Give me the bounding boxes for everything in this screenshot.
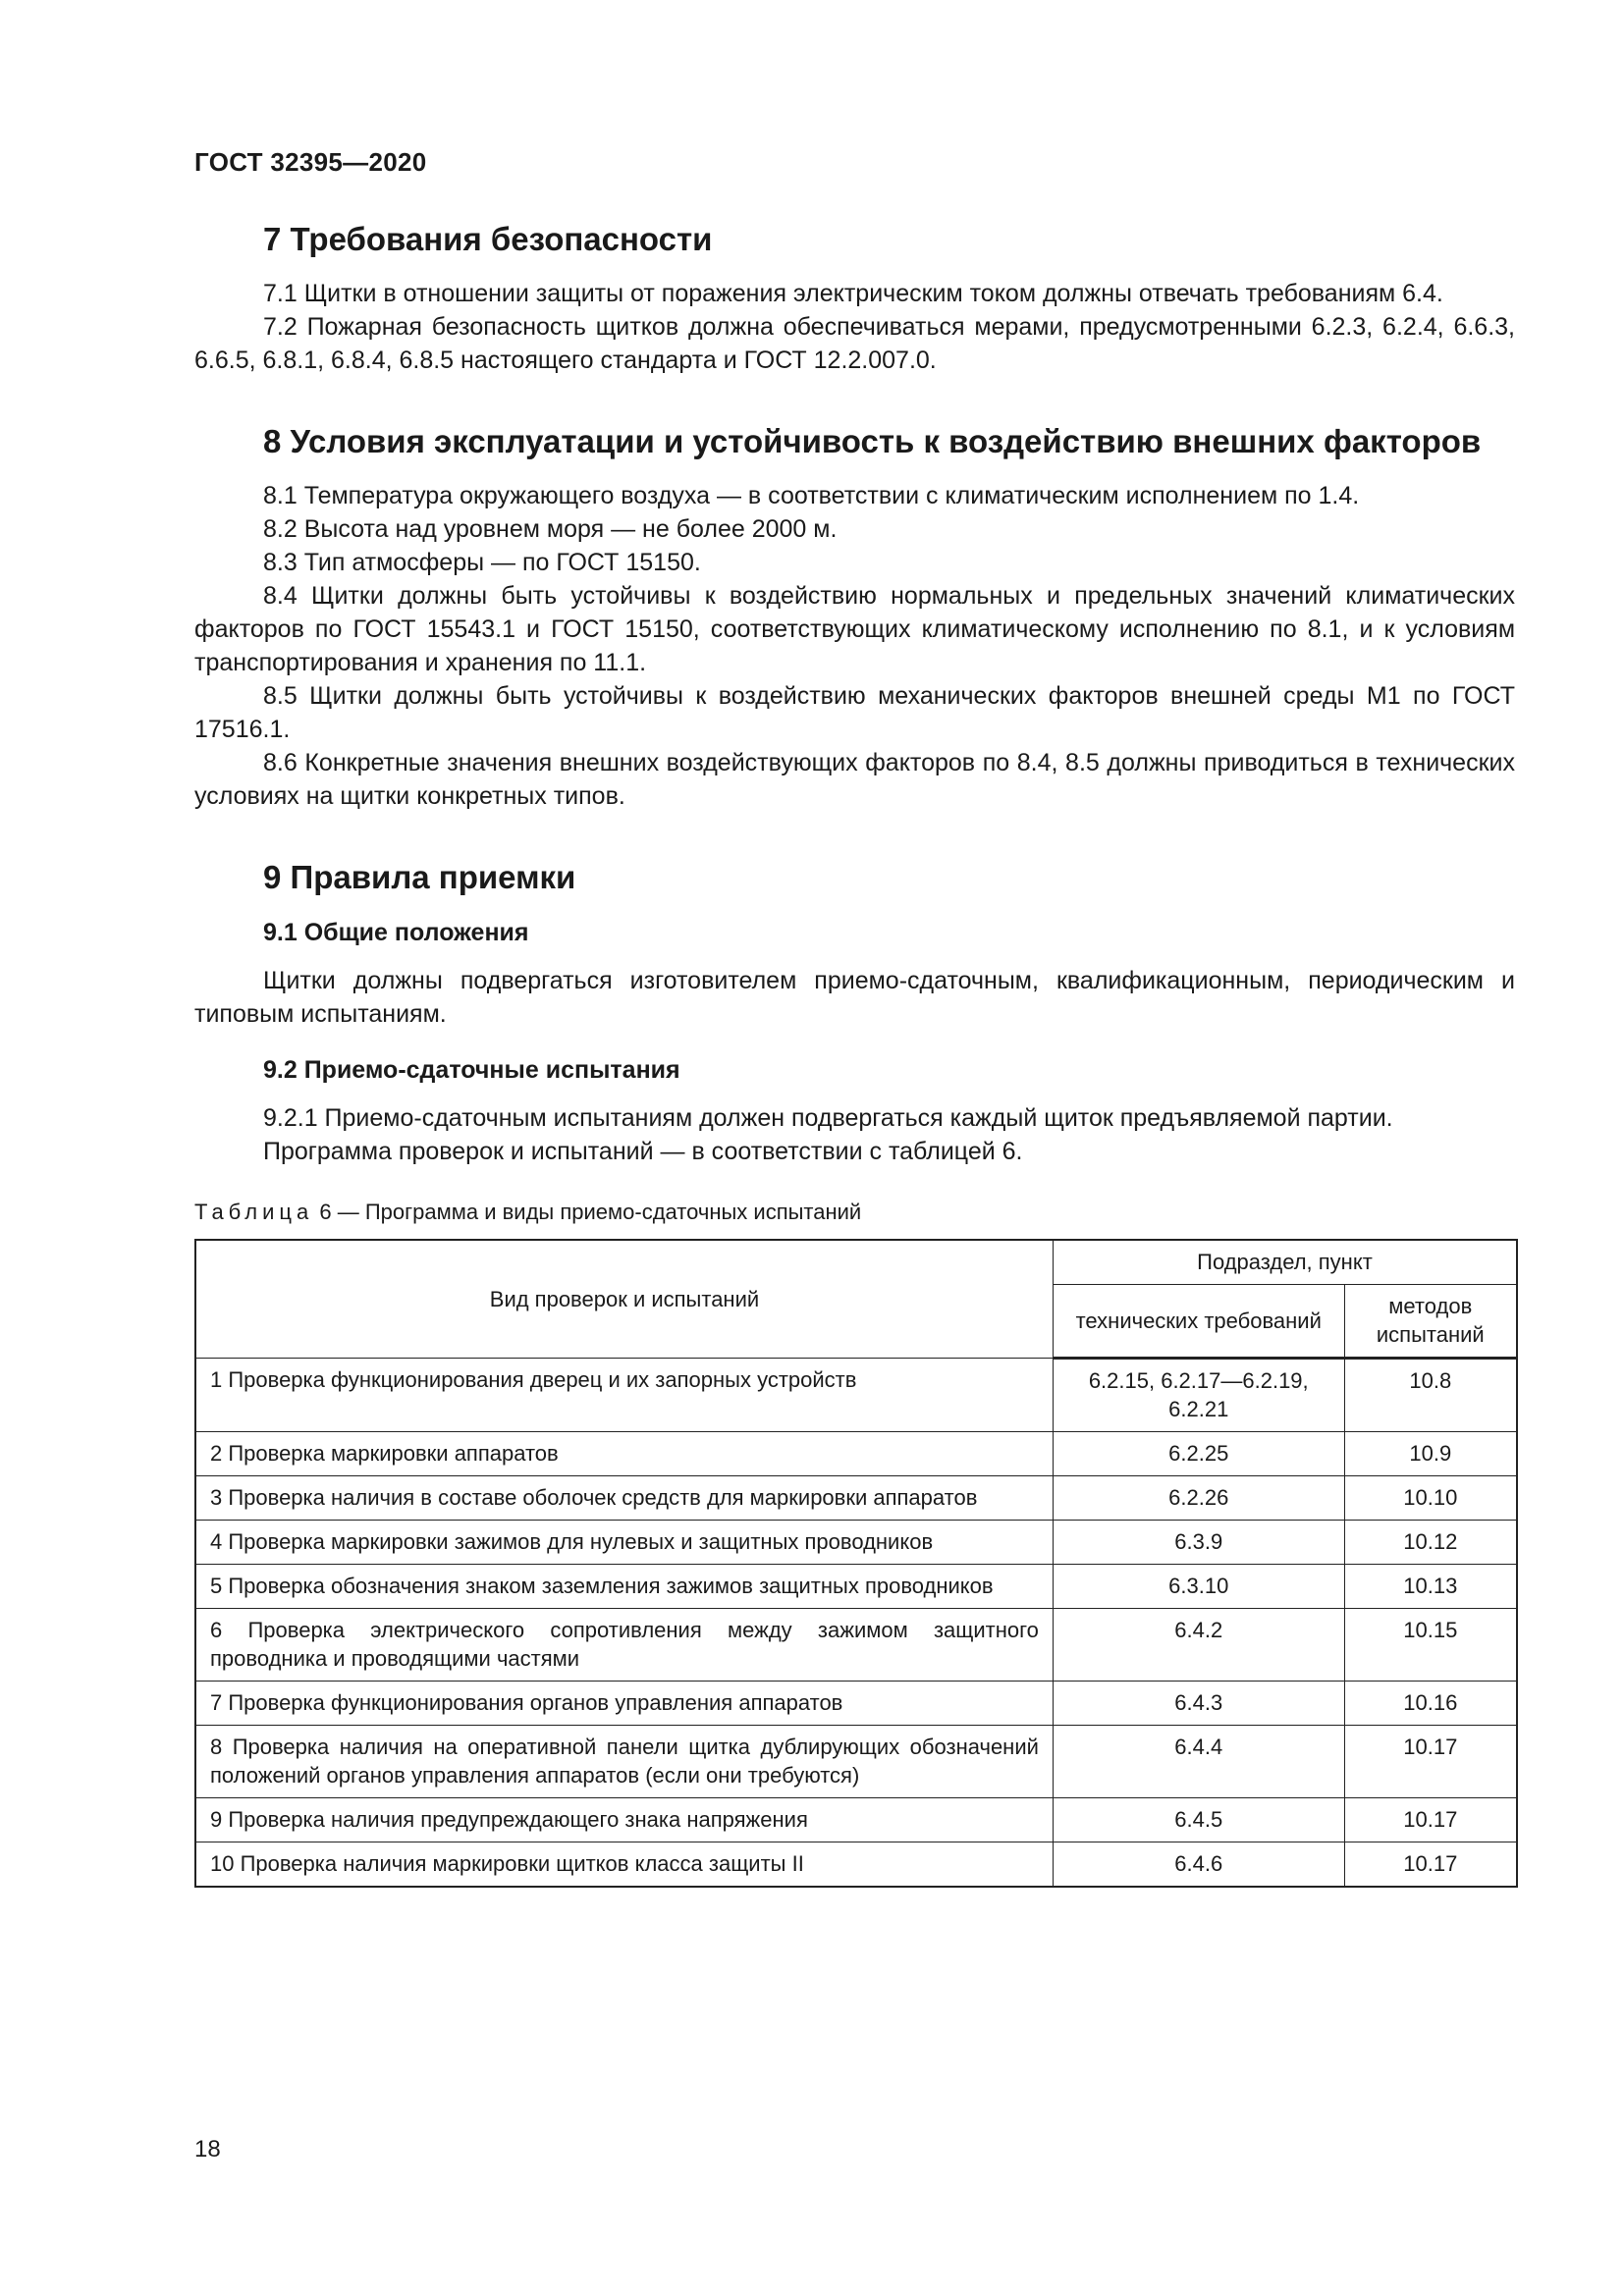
paragraph-8-5: 8.5 Щитки должны быть устойчивы к воздействию механических факторов внешней среды М1 по ГОСТ 17516.1. — [194, 682, 1515, 743]
row-name: 1 Проверка функционирования дверец и их запорных устройств — [195, 1359, 1053, 1432]
table-caption-word: Таблица — [194, 1200, 314, 1224]
table-row — [195, 1432, 1517, 1476]
subsection-9-2-heading: 9.2 Приемо-сдаточные испытания — [263, 1056, 680, 1084]
row-method: 10.13 — [1344, 1565, 1517, 1609]
paragraph-9-2-1: 9.2.1 Приемо-сдаточным испытаниям должен подвергаться каждый щиток предъявляемой партии. — [263, 1104, 1393, 1132]
table-row — [195, 1565, 1517, 1609]
row-name: 3 Проверка наличия в составе оболочек средств для маркировки аппаратов — [195, 1476, 1053, 1521]
row-method: 10.17 — [1344, 1842, 1517, 1888]
row-name: 4 Проверка маркировки зажимов для нулевых и защитных проводников — [195, 1521, 1053, 1565]
row-tech: 6.4.4 — [1053, 1726, 1344, 1798]
table-caption-text: 6 — Программа и виды приемо-сдаточных испытаний — [313, 1200, 862, 1224]
row-method: 10.16 — [1344, 1682, 1517, 1726]
subsection-9-1-heading: 9.1 Общие положения — [263, 919, 529, 946]
row-name: 10 Проверка наличия маркировки щитков класса защиты II — [195, 1842, 1053, 1888]
table-row — [195, 1359, 1517, 1432]
row-name: 6 Проверка электрического сопротивления между зажимом защитного проводника и проводящими частями — [195, 1609, 1053, 1682]
row-method: 10.17 — [1344, 1726, 1517, 1798]
row-tech: 6.4.6 — [1053, 1842, 1344, 1888]
page-content — [194, 218, 1515, 1888]
row-method: 10.15 — [1344, 1609, 1517, 1682]
row-tech: 6.2.26 — [1053, 1476, 1344, 1521]
row-tech: 6.2.25 — [1053, 1432, 1344, 1476]
table-row — [195, 1521, 1517, 1565]
row-name: 5 Проверка обозначения знаком заземления зажимов защитных проводников — [195, 1565, 1053, 1609]
row-tech: 6.4.5 — [1053, 1798, 1344, 1842]
section-7-heading: 7 Требования безопасности — [263, 221, 713, 257]
paragraph-8-4: 8.4 Щитки должны быть устойчивы к воздействию нормальных и предельных значений климатических факторов по ГОСТ 15543.1 и ГОСТ 15150, соответствующих климатическому исполнению по 8.1, и к условиям транспортирования и хранения по 11.1. — [194, 582, 1515, 676]
table-row — [195, 1842, 1517, 1888]
paragraph-8-3: 8.3 Тип атмосферы — по ГОСТ 15150. — [263, 549, 701, 576]
paragraph-7-2: 7.2 Пожарная безопасность щитков должна обеспечиваться мерами, предусмотренными 6.2.3, 6.2.4, 6.6.3, 6.6.5, 6.8.1, 6.8.4, 6.8.5 настоящего стандарта и ГОСТ 12.2.007.0. — [194, 313, 1515, 374]
row-tech: 6.2.15, 6.2.17—6.2.19, 6.2.21 — [1053, 1359, 1344, 1432]
paragraph-7-1: 7.1 Щитки в отношении защиты от поражения электрическим током должны отвечать требованиям 6.4. — [263, 280, 1443, 307]
paragraph-8-1: 8.1 Температура окружающего воздуха — в соответствии с климатическим исполнением по 1.4. — [263, 482, 1360, 509]
row-tech: 6.3.10 — [1053, 1565, 1344, 1609]
paragraph-9-2-1-b: Программа проверок и испытаний — в соответствии с таблицей 6. — [263, 1138, 1023, 1165]
row-name: 9 Проверка наличия предупреждающего знака напряжения — [195, 1798, 1053, 1842]
row-method: 10.9 — [1344, 1432, 1517, 1476]
table-row — [195, 1476, 1517, 1521]
row-method: 10.8 — [1344, 1359, 1517, 1432]
row-name: 2 Проверка маркировки аппаратов — [195, 1432, 1053, 1476]
paragraph-8-6: 8.6 Конкретные значения внешних воздействующих факторов по 8.4, 8.5 должны приводиться в технических условиях на щитки конкретных типов. — [194, 749, 1515, 810]
standard-code: ГОСТ 32395—2020 — [194, 147, 427, 177]
row-method: 10.10 — [1344, 1476, 1517, 1521]
row-method: 10.17 — [1344, 1798, 1517, 1842]
table-row — [195, 1726, 1517, 1798]
table-row — [195, 1609, 1517, 1682]
header-test-methods: методов испытаний — [1344, 1285, 1517, 1359]
row-tech: 6.3.9 — [1053, 1521, 1344, 1565]
row-name: 7 Проверка функционирования органов управления аппаратов — [195, 1682, 1053, 1726]
paragraph-9-1: Щитки должны подвергаться изготовителем приемо-сдаточным, квалификационным, периодическим и типовым испытаниям. — [194, 967, 1515, 1028]
table-row — [195, 1798, 1517, 1842]
row-tech: 6.4.3 — [1053, 1682, 1344, 1726]
header-tech-requirements: технических требований — [1053, 1285, 1344, 1359]
row-method: 10.12 — [1344, 1521, 1517, 1565]
page-number: 18 — [194, 2136, 221, 2163]
row-tech: 6.4.2 — [1053, 1609, 1344, 1682]
header-type: Вид проверок и испытаний — [195, 1240, 1053, 1359]
paragraph-8-2: 8.2 Высота над уровнем моря — не более 2000 м. — [263, 515, 838, 543]
table-6 — [194, 1239, 1518, 1888]
table-row — [195, 1682, 1517, 1726]
section-8-heading: 8 Условия эксплуатации и устойчивость к воздействию внешних факторов — [263, 423, 1482, 459]
header-subsection: Подраздел, пункт — [1053, 1240, 1517, 1285]
table-caption — [194, 1198, 1515, 1227]
row-name: 8 Проверка наличия на оперативной панели щитка дублирующих обозначений положений органов управления аппаратов (если они требуются) — [195, 1726, 1053, 1798]
section-9-heading: 9 Правила приемки — [263, 859, 576, 895]
